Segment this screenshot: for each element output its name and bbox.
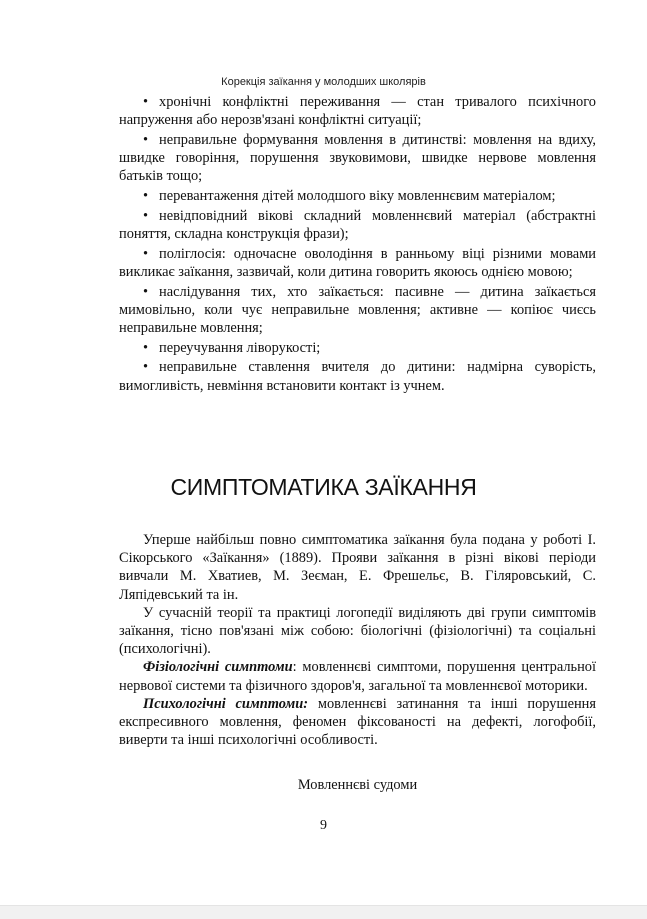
paragraph-psychological — [119, 695, 596, 750]
bullet-icon: • — [143, 188, 149, 205]
list-item — [119, 245, 596, 281]
page-number: 9 — [320, 818, 327, 833]
psychological-description: мовленнєві затинання та інші порушення експресивного мовлення, феномен фіксованості на дефекті, логофобії, виверти та інші психологічні особливості. — [119, 695, 596, 749]
list-item-text: переучування ліворукості; — [159, 339, 321, 356]
section-title: СИМПТОМАТИКА ЗАЇКАННЯ — [170, 474, 477, 500]
causes-list — [119, 93, 596, 396]
psychological-term: Психологічні симптоми: — [143, 695, 309, 712]
list-item-text: перевантаження дітей молодшого віку мовленнєвим матеріалом; — [159, 188, 556, 205]
bullet-icon: • — [143, 359, 149, 376]
list-item — [119, 283, 596, 338]
list-item — [119, 187, 596, 205]
list-item — [119, 358, 596, 394]
running-head: Корекція заїкання у молодших школярів — [221, 76, 426, 88]
bullet-icon: • — [143, 283, 149, 300]
body-text — [119, 531, 596, 749]
list-item-text: неправильне формування мовлення в дитинстві: мовлення на вдиху, швидке говоріння, порушення звуковимови, швидке нервове мовлення батьків тощо; — [119, 131, 596, 185]
bullet-icon: • — [143, 339, 149, 356]
bullet-icon: • — [143, 207, 149, 224]
paragraph-physiological — [119, 658, 596, 694]
bullet-icon: • — [143, 131, 149, 148]
list-item-text: неправильне ставлення вчителя до дитини: надмірна суворість, вимогливість, невміння встановити контакт із учнем. — [119, 359, 596, 394]
list-item — [119, 339, 596, 357]
paragraph-history: Уперше найбільш повно симптоматика заїкання була подана у роботі І. Сікорського «Заїкання» (1889). Прояви заїкання в різні вікові періоди вивчали М. Хватиев, М. Зеєман, Е. Фрешельє, В. Гіляровський, С. Ляпідевський та ін. — [119, 532, 596, 603]
physiological-description: : мовленнєві симптоми, порушення центральної нервової системи та фізичного здоров'я, загальної та мовленнєвої моторики. — [119, 659, 597, 694]
list-item-text: наслідування тих, хто заїкається: пасивне — дитина заїкається мимовільно, коли чує неправильне мовлення; активне — копіює чиєсь неправильне мовлення; — [119, 283, 596, 336]
bullet-icon: • — [143, 245, 149, 262]
list-item-text: поліглосія: одночасне оволодіння в ранньому віці різними мовами викликає заїкання, зазвичай, коли дитина говорить якоюсь однією мовою; — [119, 245, 596, 280]
subheading-speech-spasms: Мовленнєві судоми — [297, 777, 418, 793]
list-item — [119, 93, 596, 129]
paragraph-symptom-groups: У сучасній теорії та практиці логопедії виділяють дві групи симптомів заїкання, тісно пов'язані між собою: біологічні (фізіологічні) та соціальні (психологічні). — [119, 604, 596, 658]
bullet-icon: • — [143, 94, 149, 110]
viewer-bottom-band — [0, 905, 647, 919]
list-item — [119, 131, 596, 186]
list-item — [119, 207, 596, 243]
list-item-text: хронічні конфліктні переживання — стан тривалого психічного напруження або нерозв'язані конфліктні ситуації; — [119, 94, 596, 129]
list-item-text: невідповідний вікові складний мовленнєвий матеріал (абстрактні поняття, складна конструкція фрази); — [119, 207, 596, 242]
physiological-term: Фізіологічні симптоми — [143, 659, 293, 676]
